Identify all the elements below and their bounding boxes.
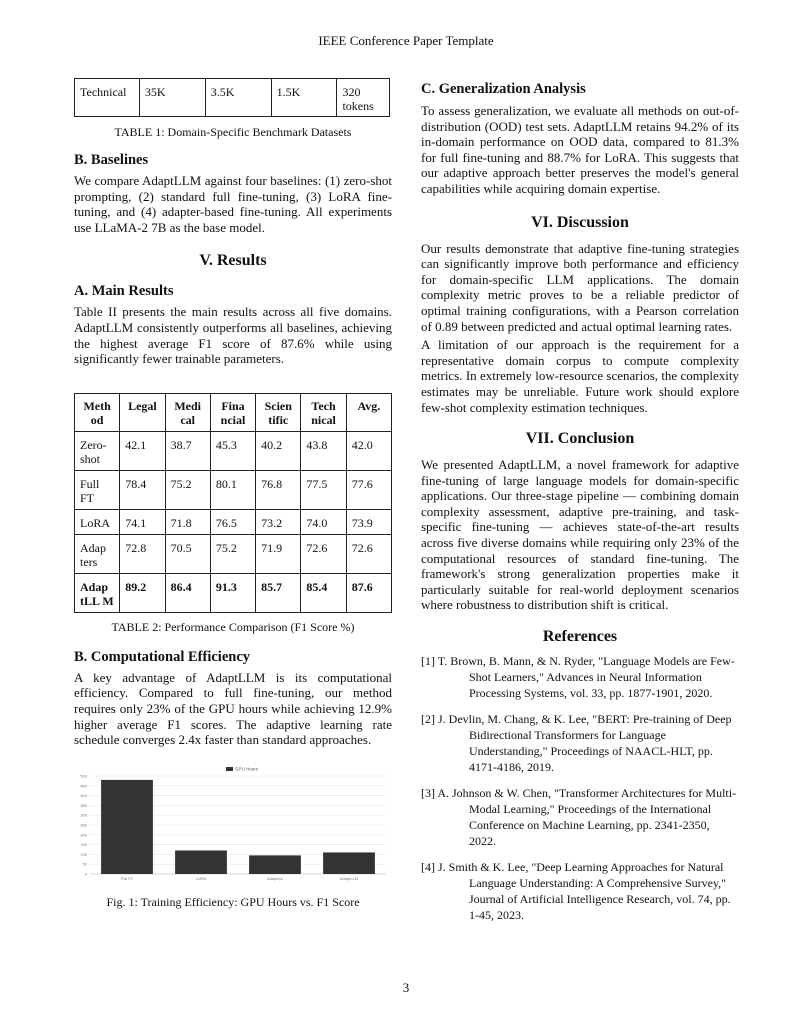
efficiency-text: A key advantage of AdaptLLM is its computational efficiency. Compared to full fine-tuning, our method requires only 23% of the GPU hours while achieving 12.9% higher average F1 scores. The adaptive learning rate schedule converges 2.4x faster than standard approaches. (74, 669, 392, 748)
table-header-cell: Scien tific (256, 393, 301, 431)
table-cell: 73.9 (346, 509, 391, 534)
efficiency-heading: B. Computational Efficiency (74, 648, 251, 665)
table1-caption: TABLE 1: Domain-Specific Benchmark Datasets (114, 125, 352, 139)
bar (175, 850, 227, 874)
table-row (75, 79, 390, 117)
table-row (75, 534, 392, 573)
table-row (75, 573, 392, 612)
table-cell: 71.9 (256, 534, 301, 573)
table-cell: 80.1 (210, 470, 255, 509)
table-cell: Zero-shot (75, 431, 120, 470)
y-tick-label: 0 (84, 871, 87, 877)
table2-caption: TABLE 2: Performance Comparison (F1 Score %) (111, 619, 355, 634)
table-header-cell: Legal (120, 393, 165, 431)
x-tick-label: Full FT (120, 875, 134, 881)
table-cell: 74.1 (120, 509, 165, 534)
table-cell: Adap ters (75, 534, 120, 573)
table-cell: Adap tLL M (75, 573, 120, 612)
page-number: 3 (402, 980, 410, 995)
table-cell: 3.5K (205, 79, 271, 117)
table-cell: 76.5 (210, 509, 255, 534)
table-cell: Full FT (75, 470, 120, 509)
table-cell: 1.5K (271, 79, 337, 117)
y-tick-label: 450 (80, 783, 87, 789)
baselines-heading: B. Baselines (74, 152, 149, 168)
table-row (75, 470, 392, 509)
x-tick-label: Adapters (266, 875, 284, 881)
table-header-row (75, 393, 392, 431)
x-tick-label: AdaptLLM (339, 875, 359, 881)
generalization-text: To assess generalization, we evaluate all methods on out-of-distribution (OOD) test sets. AdaptLLM retains 94.2% of its in-domain performance on OOD data, compared to 81.3% for full fine-tuning and 88.7% for LoRA. This suggests that our adaptive approach better preserves the model's general capabilities while acquiring domain expertise. (421, 103, 739, 196)
table-cell: 71.8 (165, 509, 210, 534)
y-tick-label: 300 (80, 812, 87, 818)
y-tick-label: 150 (80, 841, 87, 847)
table-cell: Technical (75, 79, 140, 117)
discussion-heading: VI. Discussion (531, 213, 629, 231)
table-cell: 75.2 (165, 470, 210, 509)
y-tick-label: 250 (80, 822, 87, 828)
table-cell: 77.5 (301, 470, 346, 509)
references-heading: References (542, 628, 618, 646)
table-cell: 42.1 (120, 431, 165, 470)
y-tick-label: 500 (80, 773, 87, 779)
table-cell: 75.2 (210, 534, 255, 573)
table-cell: 42.0 (346, 431, 391, 470)
reference-item: [1] T. Brown, B. Mann, & N. Ryder, "Language Models are Few-Shot Learners," Advances in Neural Information Processing Systems, vol. 33, pp. 1877-1901, 2020. (421, 654, 735, 701)
table-header-cell: Meth od (75, 393, 120, 431)
baselines-text: We compare AdaptLLM against four baselines: (1) zero-shot prompting, (2) standard full fine-tuning, (3) LoRA fine-tuning, and (4) adapter-based fine-tuning. All experiments use LLaMA-2 7B as the base model. (74, 173, 392, 235)
figure1-caption: Fig. 1: Training Efficiency: GPU Hours vs. F1 Score (106, 894, 360, 909)
table-cell: 320 tokens (337, 79, 390, 117)
results-heading: V. Results (199, 252, 267, 270)
table-header-cell: Fina ncial (210, 393, 255, 431)
table-cell: LoRA (75, 509, 120, 534)
y-tick-label: 50 (82, 861, 87, 867)
table-cell: 38.7 (165, 431, 210, 470)
table-cell: 85.4 (301, 573, 346, 612)
references-list (421, 653, 739, 923)
discussion-p2: A limitation of our approach is the requirement for a representative domain corpus to compute complexity metrics. In extremely low-resource scenarios, the complexity estimates may be unreliable. Future work should explore few-shot complexity estimation techniques. (421, 337, 739, 415)
table-cell: 45.3 (210, 431, 255, 470)
table-cell: 85.7 (256, 573, 301, 612)
right-column (421, 78, 739, 923)
conclusion-heading: VII. Conclusion (525, 430, 635, 448)
table-cell: 87.6 (346, 573, 391, 612)
bar (101, 780, 153, 874)
main-results-text: Table II presents the main results across all five domains. AdaptLLM consistently outperforms all baselines, achieving the highest average F1 score of 87.6% while using significantly fewer trainable parameters. (74, 304, 392, 367)
table-header-cell: Avg. (346, 393, 391, 431)
table-cell: 86.4 (165, 573, 210, 612)
table-cell: 74.0 (301, 509, 346, 534)
table-cell: 43.8 (301, 431, 346, 470)
table-cell: 76.8 (256, 470, 301, 509)
table-cell: 72.6 (346, 534, 391, 573)
table-cell: 78.4 (120, 470, 165, 509)
reference-item: [2] J. Devlin, M. Chang, & K. Lee, "BERT: Pre-training of Deep Bidirectional Transformers for Language Understanding," Proceedings of NAACL-HLT, pp. 4171-4186, 2019. (421, 712, 732, 775)
y-tick-label: 350 (80, 802, 87, 808)
table-row (75, 431, 392, 470)
table-header-cell: Tech nical (301, 393, 346, 431)
table-cell: 35K (139, 79, 205, 117)
y-tick-label: 400 (80, 792, 87, 798)
table-cell: 40.2 (256, 431, 301, 470)
table-cell: 72.8 (120, 534, 165, 573)
generalization-heading: C. Generalization Analysis (421, 81, 586, 97)
main-results-heading: A. Main Results (74, 283, 174, 300)
dataset-table (74, 78, 390, 117)
table-header-cell: Medi cal (165, 393, 210, 431)
bar (249, 855, 301, 874)
bar (323, 852, 375, 874)
table-row (75, 509, 392, 534)
left-column (74, 78, 392, 909)
legend-swatch (226, 767, 233, 771)
y-tick-label: 200 (80, 832, 87, 838)
legend-label: GPU Hours (235, 766, 259, 772)
table-cell: 77.6 (346, 470, 391, 509)
table-cell: 91.3 (210, 573, 255, 612)
reference-item: [3] A. Johnson & W. Chen, "Transformer Architectures for Multi-Modal Learning," Proceedings of the International Conference on Machine Learning, pp. 2341-2350, 2022. (421, 786, 737, 849)
discussion-p1: Our results demonstrate that adaptive fine-tuning strategies can significantly improve both performance and efficiency for domain-specific LLM applications. The domain complexity metric proves to be a reliable predictor of optimal training configurations, with a Pearson correlation of 0.89 between predicted and actual optimal learning rates. (421, 240, 739, 334)
table-cell: 89.2 (120, 573, 165, 612)
results-table (74, 393, 392, 613)
conclusion-text: We presented AdaptLLM, a novel framework for adaptive fine-tuning of large language models for domain-specific applications. Our three-stage pipeline — combining domain complexity assessment, adaptive pre-training, and task-specific fine-tuning — achieves state-of-the-art results across five diverse domains while requiring only 23% of the computational resources of standard fine-tuning. The framework's strong generalization properties make it particularly suitable for real-world deployment scenarios where robustness to distribution shift is critical. (421, 457, 739, 613)
y-tick-label: 100 (80, 851, 87, 857)
table-cell: 73.2 (256, 509, 301, 534)
gpu-hours-chart (74, 764, 392, 886)
reference-item: [4] J. Smith & K. Lee, "Deep Learning Approaches for Natural Language Understanding: A Comprehensive Survey," Journal of Artificial Intelligence Research, vol. 74, pp. 1-45, 2023. (421, 860, 731, 923)
running-header: IEEE Conference Paper Template (318, 33, 494, 48)
x-tick-label: LoRA (195, 875, 207, 881)
table-cell: 70.5 (165, 534, 210, 573)
table-cell: 72.6 (301, 534, 346, 573)
